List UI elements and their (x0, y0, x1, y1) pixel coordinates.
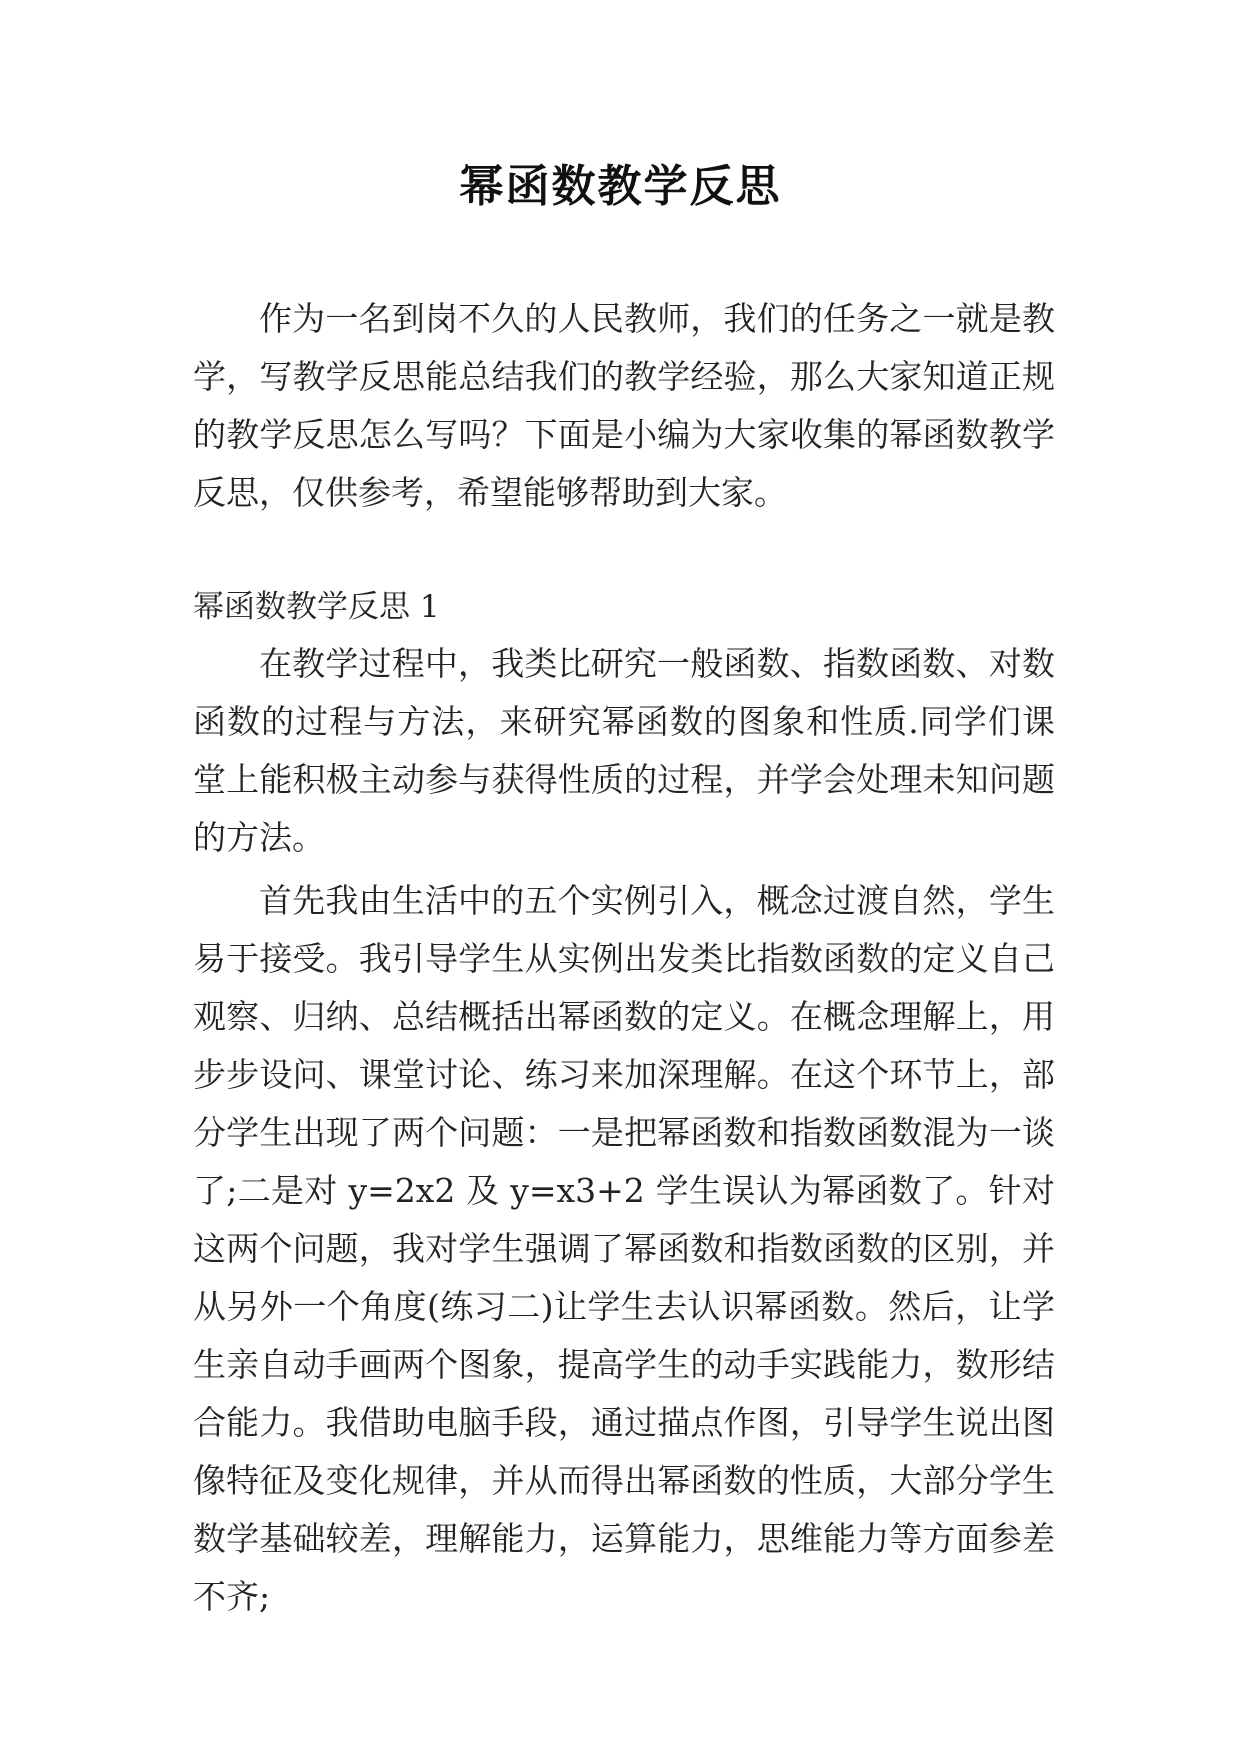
document-title: 幂函数教学反思 (459, 161, 782, 212)
intro-paragraph: 作为一名到岗不久的人民教师，我们的任务之一就是教学，写教学反思能总结我们的教学经验，那么大家知道正规的教学反思怎么写吗？下面是小编为大家收集的幂函数教学反思，仅供参考，希望能够帮助到大家。 (193, 299, 1055, 512)
section-heading: 幂函数教学反思 1 (193, 589, 440, 625)
body-paragraph-2: 首先我由生活中的五个实例引入，概念过渡自然，学生易于接受。我引导学生从实例出发类比指数函数的定义自己观察、归纳、总结概括出幂函数的定义。在概念理解上，用步步设问、课堂讨论、练习来加深理解。在这个环节上，部分学生出现了两个问题：一是把幂函数和指数函数混为一谈了;二是对 y=2x2 及 y=x3+2 学生误认为幂函数了。针对这两个问题，我对学生强调了幂函数和指数函数的区别，并从另外一个角度(练习二)让学生去认识幂函数。然后，让学生亲自动手画两个图象，提高学生的动手实践能力，数形结合能力。我借助电脑手段，通过描点作图，引导学生说出图像特征及变化规律，并从而得出幂函数的性质，大部分学生数学基础较差，理解能力，运算能力，思维能力等方面参差不齐; (193, 881, 1055, 1616)
body-paragraph-1: 在教学过程中，我类比研究一般函数、指数函数、对数函数的过程与方法，来研究幂函数的图象和性质.同学们课堂上能积极主动参与获得性质的过程，并学会处理未知问题的方法。 (193, 644, 1055, 857)
